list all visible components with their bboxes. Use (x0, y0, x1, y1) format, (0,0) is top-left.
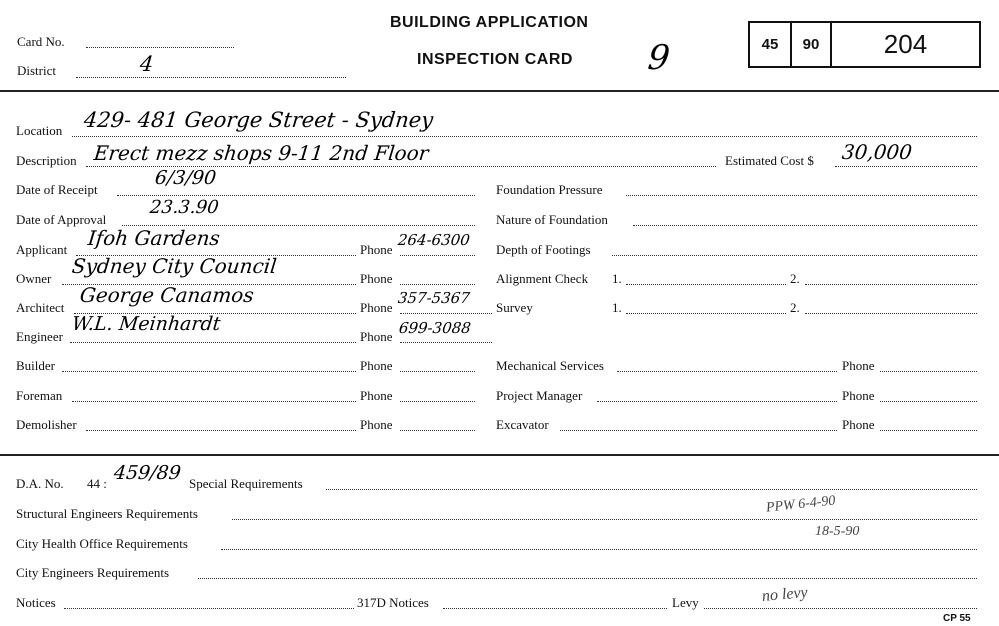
mechanical-services-field[interactable] (617, 371, 837, 372)
location-field[interactable] (72, 136, 977, 137)
city-engineers-requirements-label: City Engineers Requirements (16, 565, 170, 580)
applicant-phone-label: Phone (360, 242, 393, 257)
engineer-value: W.L. Meinhardt (70, 313, 222, 335)
health-requirements-label: City Health Office Requirements (16, 536, 188, 551)
builder-field[interactable] (62, 371, 356, 372)
district-value: 4 (138, 52, 155, 76)
estimated-cost-label: Estimated Cost $ (725, 153, 814, 168)
alignment-check-2-field[interactable] (805, 284, 977, 285)
notices-317d-field[interactable] (443, 608, 667, 609)
alignment-check-1-field[interactable] (626, 284, 786, 285)
title-line-2: INSPECTION CARD (417, 51, 573, 68)
district-label: District (17, 63, 56, 78)
builder-phone-field[interactable] (400, 371, 475, 372)
header-divider (0, 90, 999, 92)
architect-phone-value: 357-5367 (397, 289, 471, 307)
depth-footings-label: Depth of Footings (496, 242, 591, 257)
excavator-phone-field[interactable] (880, 430, 977, 431)
engineer-field[interactable] (70, 342, 356, 343)
foreman-phone-field[interactable] (400, 401, 475, 402)
owner-label: Owner (16, 271, 52, 286)
mechanical-phone-field[interactable] (880, 371, 977, 372)
structural-note-1: PPW 6-4-90 (765, 493, 837, 516)
location-value: 429- 481 George Street - Sydney (82, 108, 435, 132)
depth-footings-field[interactable] (612, 255, 977, 256)
applicant-phone-field[interactable] (400, 255, 475, 256)
survey-label: Survey (496, 300, 533, 315)
location-label: Location (16, 123, 63, 138)
owner-phone-field[interactable] (400, 284, 475, 285)
excavator-label: Excavator (496, 417, 549, 432)
mechanical-phone-label: Phone (842, 358, 875, 373)
ref-code-a: 45 (750, 23, 792, 66)
date-approval-value: 23.3.90 (148, 197, 220, 218)
excavator-field[interactable] (560, 430, 837, 431)
date-approval-label: Date of Approval (16, 212, 107, 227)
survey-2-field[interactable] (805, 313, 977, 314)
foundation-pressure-label: Foundation Pressure (496, 182, 603, 197)
da-no-prefix: 44 : (87, 476, 107, 491)
demolisher-phone-label: Phone (360, 417, 393, 432)
foundation-pressure-field[interactable] (626, 195, 977, 196)
survey-1-label: 1. (612, 300, 622, 315)
nature-foundation-label: Nature of Foundation (496, 212, 608, 227)
project-manager-phone-label: Phone (842, 388, 875, 403)
nature-foundation-field[interactable] (633, 225, 977, 226)
mechanical-services-label: Mechanical Services (496, 358, 604, 373)
engineer-phone-label: Phone (360, 329, 393, 344)
engineer-label: Engineer (16, 329, 63, 344)
district-field[interactable] (76, 77, 346, 78)
title-line-1: BUILDING APPLICATION (390, 14, 589, 31)
demolisher-label: Demolisher (16, 417, 77, 432)
ref-code-c: 204 (883, 29, 928, 59)
da-no-label: D.A. No. (16, 476, 64, 491)
foreman-field[interactable] (72, 401, 356, 402)
estimated-cost-field[interactable] (835, 166, 977, 167)
section-divider (0, 454, 999, 456)
alignment-check-1-label: 1. (612, 271, 622, 286)
date-receipt-field[interactable] (117, 195, 475, 196)
notices-317d-label: 317D Notices (357, 595, 429, 610)
description-label: Description (16, 153, 77, 168)
foreman-phone-label: Phone (360, 388, 393, 403)
demolisher-phone-field[interactable] (400, 430, 475, 431)
builder-phone-label: Phone (360, 358, 393, 373)
estimated-cost-value: 30,000 (840, 140, 914, 164)
da-no-value: 459/89 (112, 462, 182, 484)
alignment-check-2-label: 2. (790, 271, 800, 286)
survey-2-label: 2. (790, 300, 800, 315)
applicant-phone-value: 264-6300 (397, 231, 471, 249)
owner-phone-label: Phone (360, 271, 393, 286)
description-value: Erect mezz shops 9-11 2nd Floor (92, 141, 430, 165)
notices-label: Notices (16, 595, 56, 610)
handwritten-mark: 9 (645, 38, 672, 78)
date-receipt-value: 6/3/90 (153, 167, 218, 189)
card-no-field[interactable] (86, 47, 234, 48)
structural-requirements-label: Structural Engineers Requirements (16, 506, 198, 521)
owner-value: Sydney City Council (70, 254, 278, 278)
architect-phone-field[interactable] (400, 313, 492, 314)
builder-label: Builder (16, 358, 55, 373)
levy-field[interactable] (704, 608, 977, 609)
architect-phone-label: Phone (360, 300, 393, 315)
health-requirements-field[interactable] (221, 549, 977, 550)
demolisher-field[interactable] (86, 430, 356, 431)
levy-value: no levy (761, 584, 809, 605)
excavator-phone-label: Phone (842, 417, 875, 432)
city-engineers-requirements-field[interactable] (198, 578, 977, 579)
ref-code-b: 90 (792, 23, 832, 66)
project-manager-field[interactable] (597, 401, 837, 402)
reference-number-box (748, 21, 981, 68)
project-manager-label: Project Manager (496, 388, 583, 403)
special-requirements-label: Special Requirements (189, 476, 303, 491)
architect-value: George Canamos (78, 283, 255, 307)
card-no-label: Card No. (17, 34, 65, 49)
foreman-label: Foreman (16, 388, 63, 403)
date-receipt-label: Date of Receipt (16, 182, 98, 197)
engineer-phone-field[interactable] (400, 342, 492, 343)
architect-label: Architect (16, 300, 65, 315)
notices-field[interactable] (64, 608, 354, 609)
structural-requirements-field[interactable] (232, 519, 977, 520)
project-manager-phone-field[interactable] (880, 401, 977, 402)
form-code: CP 55 (943, 613, 971, 624)
special-requirements-field[interactable] (326, 489, 977, 490)
applicant-label: Applicant (16, 242, 68, 257)
survey-1-field[interactable] (626, 313, 786, 314)
alignment-check-label: Alignment Check (496, 271, 589, 286)
structural-note-2: 18-5-90 (815, 524, 860, 539)
levy-label: Levy (672, 595, 699, 610)
applicant-value: Ifoh Gardens (86, 226, 222, 250)
engineer-phone-value: 699-3088 (398, 319, 472, 337)
